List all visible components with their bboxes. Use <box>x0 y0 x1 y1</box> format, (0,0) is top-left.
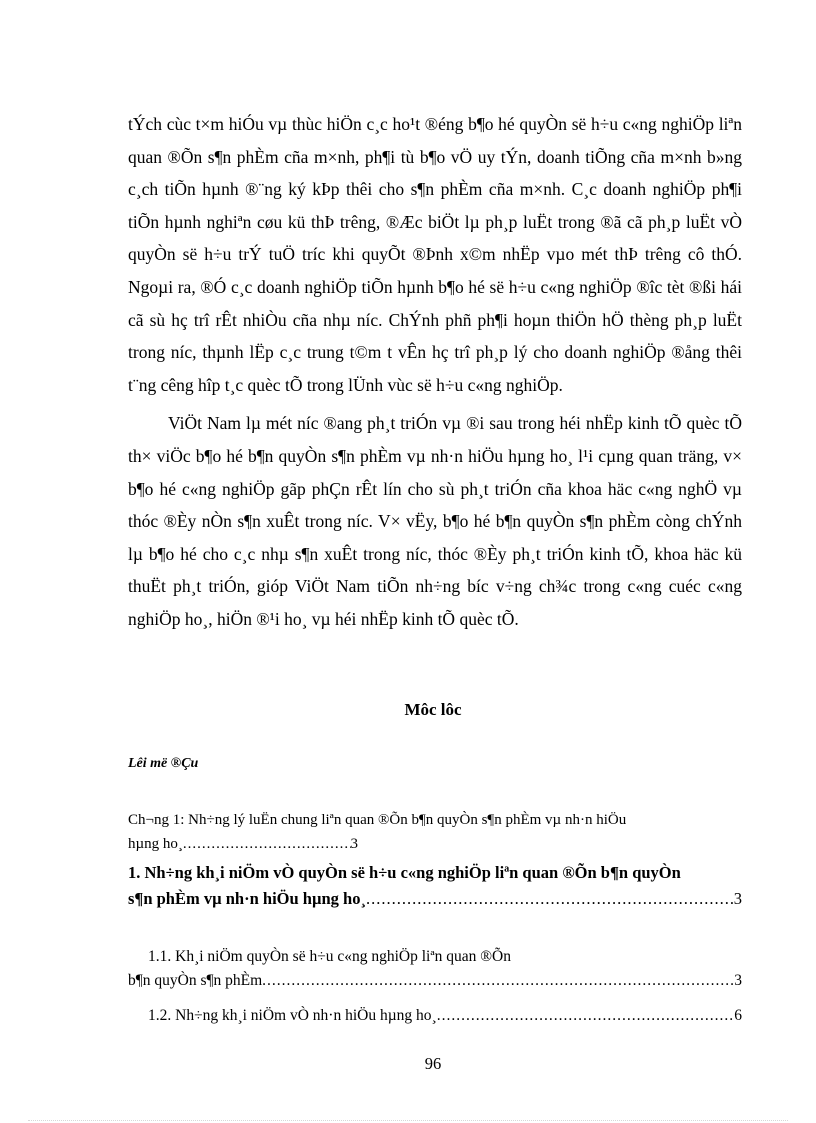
toc-entry-chapter-1 <box>128 808 742 856</box>
toc-entry-text: Ch¬ng 1: Nh÷ng lý luËn chung liªn quan ®Õn b¶n quyÒn s¶n phÈm vµ nh·n hiÖu <box>128 812 627 828</box>
toc-entry-text: 1. Nh÷ng kh¸i niÖm vÒ quyÒn së h÷u c«ng nghiÖp liªn quan ®Õn b¶n quyÒn <box>128 863 681 882</box>
toc-entry-text: hµng ho¸ <box>128 836 183 852</box>
paragraph-1: tÝch cùc t×m hiÓu vµ thùc hiÖn c¸c ho¹t ®éng b¶o hé quyÒn së h÷u c«ng nghiÖp liªn quan ®Õn s¶n phÈm cña m×nh, ph¶i tù b¶o vÖ uy tÝn, doanh tiÕng cña m×nh b»ng c¸ch tiÕn hµnh ®¨ng ký kÞp thêi cho s¶n phÈm cña m×nh. C¸c doanh nghiÖp ph¶i tiÕn hµnh nghiªn cøu kü thÞ trêng, ®Æc biÖt lµ ph¸p luËt trong ®ã cã ph¸p luËt vÒ quyÒn së h÷u trÝ tuÖ tríc khi quyÕt ®Þnh x©m nhËp vµo mét thÞ trêng cô thÓ. Ngoµi ra, ®Ó c¸c doanh nghiÖp tiÕn hµnh b¶o hé së h÷u c«ng nghiÖp ®îc tèt ®ßi hái cã sù hç trî rÊt nhiÒu cña nhµ níc. ChÝnh phñ ph¶i hoµn thiÖn hÖ thèng ph¸p luËt trong níc, thµnh lËp c¸c trung t©m t vÊn hç trî ph¸p lý cho doanh nghiÖp ®ång thêi t¨ng cêng hîp t¸c quèc tÕ trong lÜnh vùc së h÷u c«ng nghiÖp. <box>128 114 742 395</box>
toc-entry-section-1-2 <box>128 1004 742 1028</box>
toc-title: Môc lôc <box>404 700 462 719</box>
toc-entry-text: 1.2. Nh÷ng kh¸i niÖm vÒ nh·n hiÖu hµng ho¸ <box>148 1007 437 1024</box>
toc-leader-dots <box>183 832 351 856</box>
toc-page-number: 3 <box>350 836 358 852</box>
toc-page-number: 6 <box>734 1007 742 1024</box>
toc-leader-dots <box>262 969 734 993</box>
toc-page-number: 3 <box>734 972 742 989</box>
paragraph-2: ViÖt Nam lµ mét níc ®ang ph¸t triÓn vµ ®i sau trong héi nhËp kinh tÕ quèc tÕ th× viÖc b¶o hé b¶n quyÒn s¶n phÈm vµ nh·n hiÖu hµng ho¸ l¹i cµng quan träng, v× b¶o hé c«ng nghiÖp gãp phÇn rÊt lín cho sù ph¸t triÓn cña khoa häc c«ng nghÖ vµ thóc ®Èy nÒn s¶n xuÊt trong níc. V× vËy, b¶o hé b¶n quyÒn s¶n phÈm còng chÝnh lµ b¶o hé cho c¸c nhµ s¶n xuÊt trong níc, thóc ®Èy ph¸t triÓn kinh tÕ, khoa häc kü thuËt ph¸t triÓn, gióp ViÖt Nam tiÕn nh÷ng bíc v÷ng ch¾c trong c«ng cuéc c«ng nghiÖp ho¸, hiÖn ®¹i ho¸ vµ héi nhËp kinh tÕ quèc tÕ. <box>128 413 742 629</box>
toc-entry-text: b¶n quyÒn s¶n phÈm <box>128 972 263 989</box>
toc-page-number: 3 <box>733 889 742 908</box>
page-bottom-divider <box>28 1120 788 1121</box>
toc-leader-dots <box>437 1004 735 1028</box>
toc-leader-dots <box>366 886 734 912</box>
toc-entry-text: 1.1. Kh¸i niÖm quyÒn së h÷u c«ng nghiÖp liªn quan ®Õn <box>148 948 511 965</box>
page-number: 96 <box>424 1054 442 1073</box>
toc-entry-section-1 <box>128 860 742 912</box>
toc-entry-section-1-1 <box>128 945 742 993</box>
toc-entry-intro: Lêi më ®Çu <box>128 756 199 771</box>
toc-entry-text: s¶n phÈm vµ nh·n hiÖu hµng ho¸ <box>128 889 366 908</box>
body-text <box>128 108 742 636</box>
